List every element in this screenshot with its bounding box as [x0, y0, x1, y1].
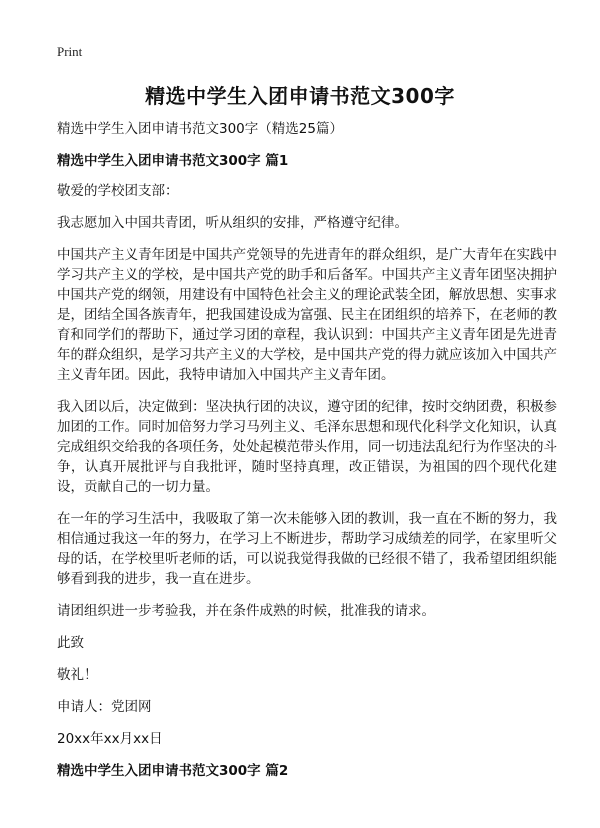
salutation: 敬爱的学校团支部： [57, 183, 179, 199]
paragraph: 请团组织进一步考验我，并在条件成熟的时候，批准我的请求。 [57, 603, 435, 619]
section-heading-2: 精选中学生入团申请书范文300字 篇2 [57, 763, 289, 779]
applicant-line: 申请人：党团网 [57, 699, 152, 715]
paragraph: 我入团以后，决定做到：坚决执行团的决议，遵守团的纪律，按时交纳团费，积极参加团的工作。同时加倍努力学习马列主义、毛泽东思想和现代化科学文化知识，认真完成组织交给我的各项任务，处处起模范带头作用，同一切违法乱纪行为作坚决的斗争，认真开展批评与自我批评，随时坚持真理，改正错误，为祖国的四个现代化建设，贡献自己的一切力量。 [57, 399, 557, 495]
date-line: 20xx年xx月xx日 [57, 731, 163, 747]
page-title: 精选中学生入团申请书范文300字 [145, 84, 455, 108]
closing-line-1: 此致 [57, 635, 84, 651]
closing-line-2: 敬礼！ [57, 667, 98, 683]
document-body [57, 119, 557, 781]
document-subtitle: 精选中学生入团申请书范文300字（精选25篇） [57, 121, 343, 137]
print-link[interactable]: Print [57, 44, 83, 59]
paragraph: 我志愿加入中国共青团，听从组织的安排，严格遵守纪律。 [57, 215, 408, 231]
paragraph: 中国共产主义青年团是中国共产党领导的先进青年的群众组织，是广大青年在实践中学习共产主义的学校，是中国共产党的助手和后备军。中国共产主义青年团坚决拥护中国共产党的纲领，用建设有中国特色社会主义的理论武装全团，解放思想、实事求是，团结全国各族青年，把我国建设成为富强、民主在团组织的培养下，在老师的教育和同学们的帮助下，通过学习团的章程，我认识到：中国共产主义青年团是先进青年的群众组织，是学习共产主义的大学校，是中国共产党的得力就应该加入中国共产主义青年团。因此，我特申请加入中国共产主义青年团。 [57, 247, 557, 383]
paragraph: 在一年的学习生活中，我吸取了第一次未能够入团的教训，我一直在不断的努力，我相信通过我这一年的努力，在学习上不断进步，帮助学习成绩差的同学，在家里听父母的话，在学校里听老师的话，可以说我觉得我做的已经很不错了，我希望团组织能够看到我的进步，我一直在进步。 [57, 511, 557, 587]
section-heading-1: 精选中学生入团申请书范文300字 篇1 [57, 153, 289, 169]
